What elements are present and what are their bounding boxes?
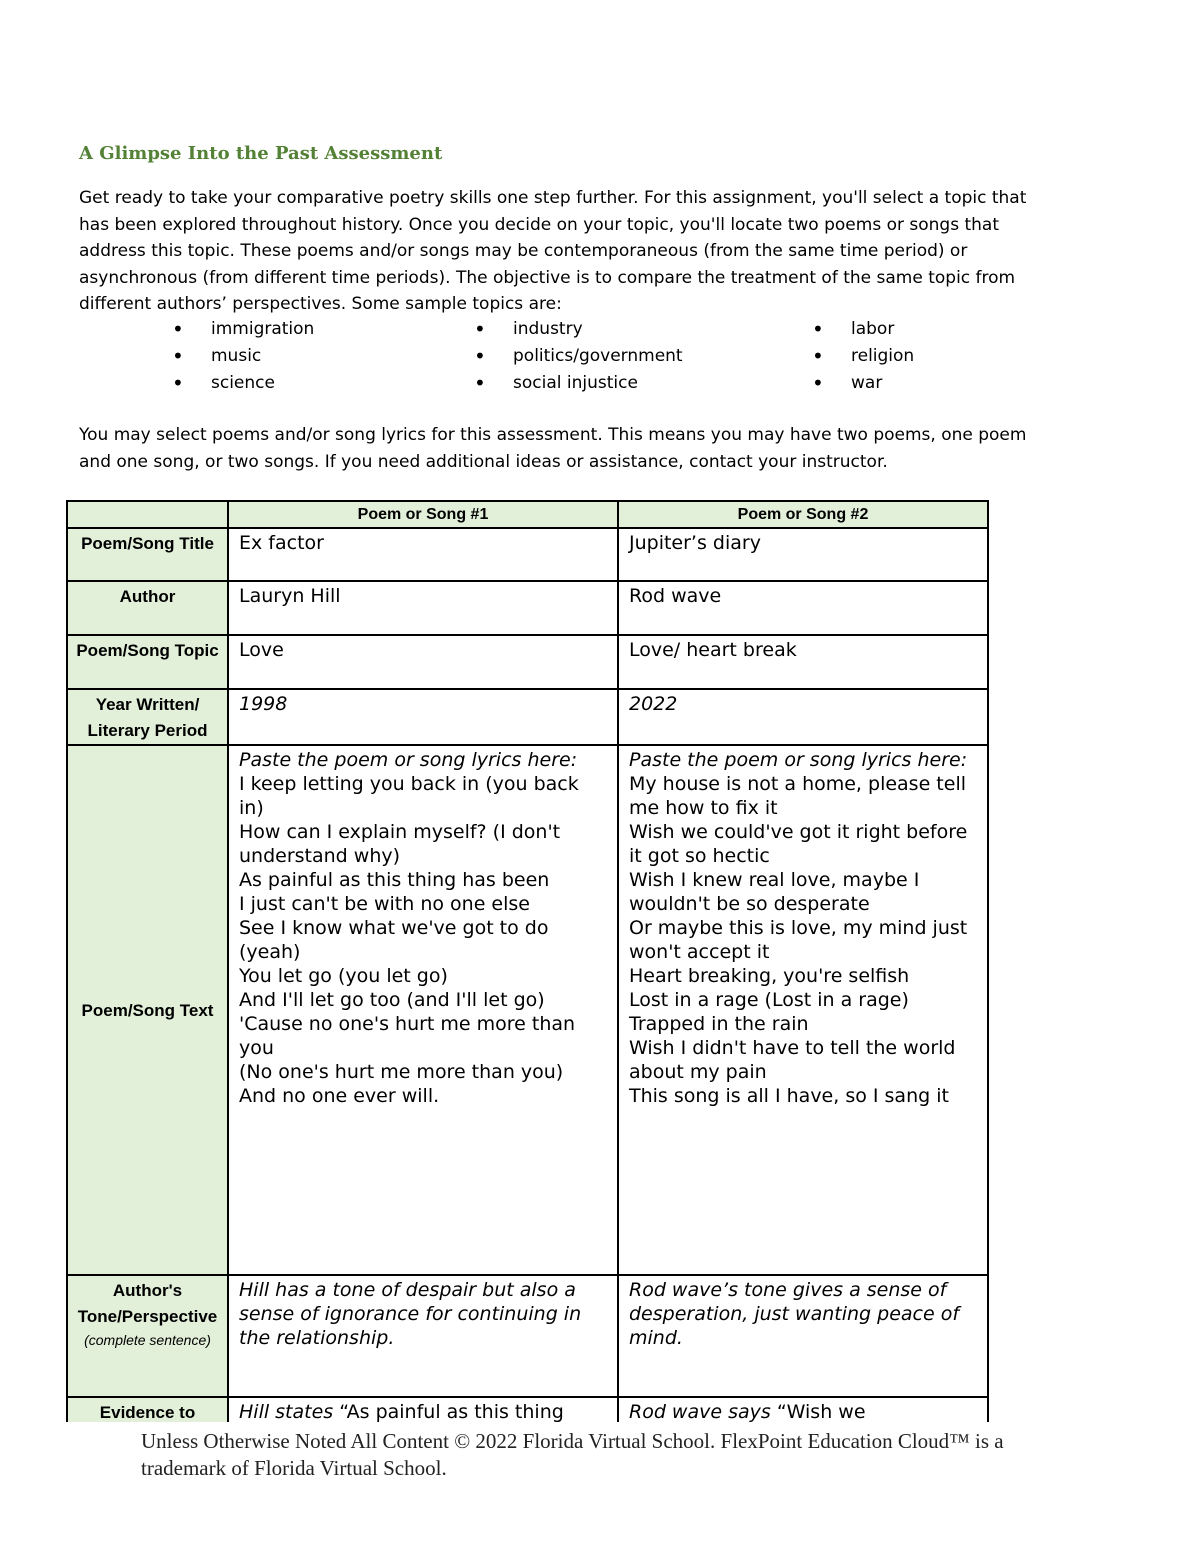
corner-header-cell xyxy=(67,501,228,528)
lyric-line: You let go (you let go) xyxy=(239,965,448,987)
tone-label: Author's Tone/Perspective xyxy=(77,1281,218,1326)
song2-tone-cell[interactable]: Rod wave’s tone gives a sense of desperation, just wanting peace of mind. xyxy=(618,1275,988,1397)
song2-topic-cell[interactable]: Love/ heart break xyxy=(618,635,988,689)
lyric-line: My house is not a home, please tell me how to fix it xyxy=(629,773,967,819)
song1-year-cell[interactable]: 1998 xyxy=(228,689,618,745)
table-row-evidence xyxy=(67,1397,988,1422)
copyright-footer: Unless Otherwise Noted All Content © 2022 Florida Virtual School. FlexPoint Education Cloud™ is a trademark of Florida Virtual School. xyxy=(141,1429,1004,1480)
intro-paragraph xyxy=(79,185,1059,318)
topic-item: • music xyxy=(170,343,472,370)
table-row-year xyxy=(67,689,988,745)
lyric-line: How can I explain myself? (I don't understand why) xyxy=(239,821,561,867)
lyric-line: Trapped in the rain xyxy=(629,1013,809,1035)
song1-evidence-cell[interactable] xyxy=(228,1397,618,1422)
row-label-author: Author xyxy=(67,581,228,635)
tone-label-note: (complete sentence) xyxy=(84,1332,211,1348)
lyric-line: This song is all I have, so I sang it xyxy=(629,1085,949,1107)
col1-header: Poem or Song #1 xyxy=(228,501,618,528)
table-row-text xyxy=(67,745,988,1275)
intro-part-3: The objective is to compare the treatment of the same topic from different authors’ perspectives. Some sample topics are: xyxy=(79,267,1016,314)
song2-year-cell[interactable]: 2022 xyxy=(618,689,988,745)
topic-item: • labor xyxy=(810,316,990,343)
lyric-line: As painful as this thing has been xyxy=(239,869,550,891)
table-row-author xyxy=(67,581,988,635)
lyric-line: (No one's hurt me more than you) xyxy=(239,1061,564,1083)
evidence-lead: Rod wave says xyxy=(629,1401,771,1422)
song2-author-cell[interactable]: Rod wave xyxy=(618,581,988,635)
intro-part-2: These poems and/or songs may be contemporaneous (from the same time period) or asynchronous (from different time periods). xyxy=(79,241,968,288)
lyric-line: Wish I knew real love, maybe I wouldn't be so desperate xyxy=(629,869,920,915)
lyrics-prompt: Paste the poem or song lyrics here: xyxy=(239,749,578,771)
row-label-tone xyxy=(67,1275,228,1397)
lyric-line: See I know what we've got to do (yeah) xyxy=(239,917,549,963)
lyric-line: Lost in a rage (Lost in a rage) xyxy=(629,989,909,1011)
topic-item: • religion xyxy=(810,343,990,370)
comparison-table xyxy=(66,500,989,1422)
lyric-line: 'Cause no one's hurt me more than you xyxy=(239,1013,576,1059)
table-row-title xyxy=(67,528,988,581)
lyric-line: I just can't be with no one else xyxy=(239,893,530,915)
evidence-lead: Hill states xyxy=(239,1401,334,1422)
table-row-topic xyxy=(67,635,988,689)
lyric-line: Or maybe this is love, my mind just won't accept it xyxy=(629,917,968,963)
song2-title-cell[interactable]: Jupiter’s diary xyxy=(618,528,988,581)
evidence-quote: “As painful as this thing xyxy=(333,1401,564,1422)
table-header-row xyxy=(67,501,988,528)
page-title: A Glimpse Into the Past Assessment xyxy=(79,143,443,164)
row-label-evidence: Evidence to xyxy=(67,1397,228,1422)
song1-lyrics-cell[interactable] xyxy=(228,745,618,1275)
topic-item: • social injustice xyxy=(472,370,810,397)
song2-evidence-cell[interactable] xyxy=(618,1397,988,1422)
evidence-quote: “Wish we xyxy=(770,1401,866,1422)
topic-item: • war xyxy=(810,370,990,397)
lyric-line: And I'll let go too (and I'll let go) xyxy=(239,989,545,1011)
lyrics-prompt: Paste the poem or song lyrics here: xyxy=(629,749,968,771)
comparison-table-viewport xyxy=(66,500,991,1422)
lyric-line: Wish we could've got it right before it got so hectic xyxy=(629,821,968,867)
selection-note: You may select poems and/or song lyrics for this assessment. This means you may have two poems, one poem and one song, or two songs. If you need additional ideas or assistance, contact your instructor. xyxy=(79,425,1027,472)
intro-part-1: Get ready to take your comparative poetry skills one step further. For this assignment, you'll select a topic that has been explored throughout history. Once you decide on your topic, you'll locate two poems or songs that address this topic. xyxy=(79,188,1027,261)
lyric-line: And no one ever will. xyxy=(239,1085,440,1107)
topic-item: • immigration xyxy=(170,316,472,343)
col2-header: Poem or Song #2 xyxy=(618,501,988,528)
song1-topic-cell[interactable]: Love xyxy=(228,635,618,689)
row-label-year: Year Written/ Literary Period xyxy=(67,689,228,745)
topic-item: • industry xyxy=(472,316,810,343)
lyric-line: I keep letting you back in (you back in) xyxy=(239,773,579,819)
lyric-line: Wish I didn't have to tell the world about my pain xyxy=(629,1037,956,1083)
song2-lyrics-cell[interactable] xyxy=(618,745,988,1275)
lyric-line: Heart breaking, you're selfish xyxy=(629,965,910,987)
row-label-text: Poem/Song Text xyxy=(67,745,228,1275)
song1-author-cell[interactable]: Lauryn Hill xyxy=(228,581,618,635)
song1-tone-cell[interactable]: Hill has a tone of despair but also a sense of ignorance for continuing in the relationship. xyxy=(228,1275,618,1397)
table-row-tone xyxy=(67,1275,988,1397)
topic-item: • science xyxy=(170,370,472,397)
row-label-topic: Poem/Song Topic xyxy=(67,635,228,689)
topic-item: • politics/government xyxy=(472,343,810,370)
row-label-title: Poem/Song Title xyxy=(67,528,228,581)
song1-title-cell[interactable]: Ex factor xyxy=(228,528,618,581)
sample-topics-list xyxy=(170,316,990,397)
